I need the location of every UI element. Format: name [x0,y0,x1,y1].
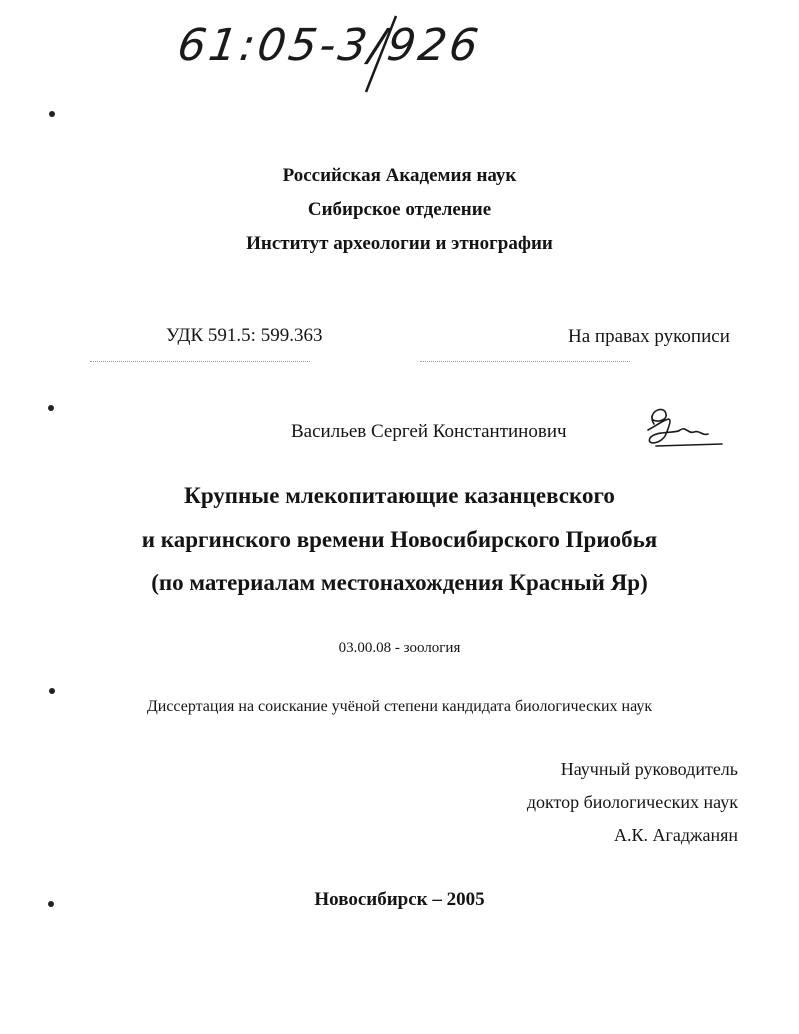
institution-line-2: Сибирское отделение [307,199,492,220]
scan-dotted-line [90,361,310,363]
title-line-3: (по материалам местонахождения Красный Яр) [151,570,648,595]
title-line-2: и каргинского времени Новосибирского Приобья [141,527,658,552]
udc-code: УДК 591.5: 599.363 [166,325,323,346]
institution-line-1: Российская Академия наук [282,165,517,186]
handwritten-slash-stroke [360,14,400,94]
punch-mark [48,405,54,411]
dissertation-type: Диссертация на соискание учёной степени кандидата биологических наук [146,698,653,715]
scan-dotted-line [420,361,630,363]
institution-line-3: Институт археологии и этнографии [246,233,553,254]
supervisor-role: Научный руководитель [560,759,738,779]
title-line-1: Крупные млекопитающие казанцевского [184,483,615,508]
city-year: Новосибирск – 2005 [314,889,485,910]
archive-number: 61:05-3/926 [174,20,485,71]
supervisor-degree: доктор биологических наук [526,792,738,812]
punch-mark [49,111,55,117]
punch-mark [49,688,55,694]
author-name: Васильев Сергей Константинович [291,421,567,442]
signature [636,400,726,452]
supervisor-name: А.К. Агаджанян [613,825,738,845]
rights-note: На правах рукописи [568,326,730,347]
specialty-code: 03.00.08 - зоология [338,640,461,656]
